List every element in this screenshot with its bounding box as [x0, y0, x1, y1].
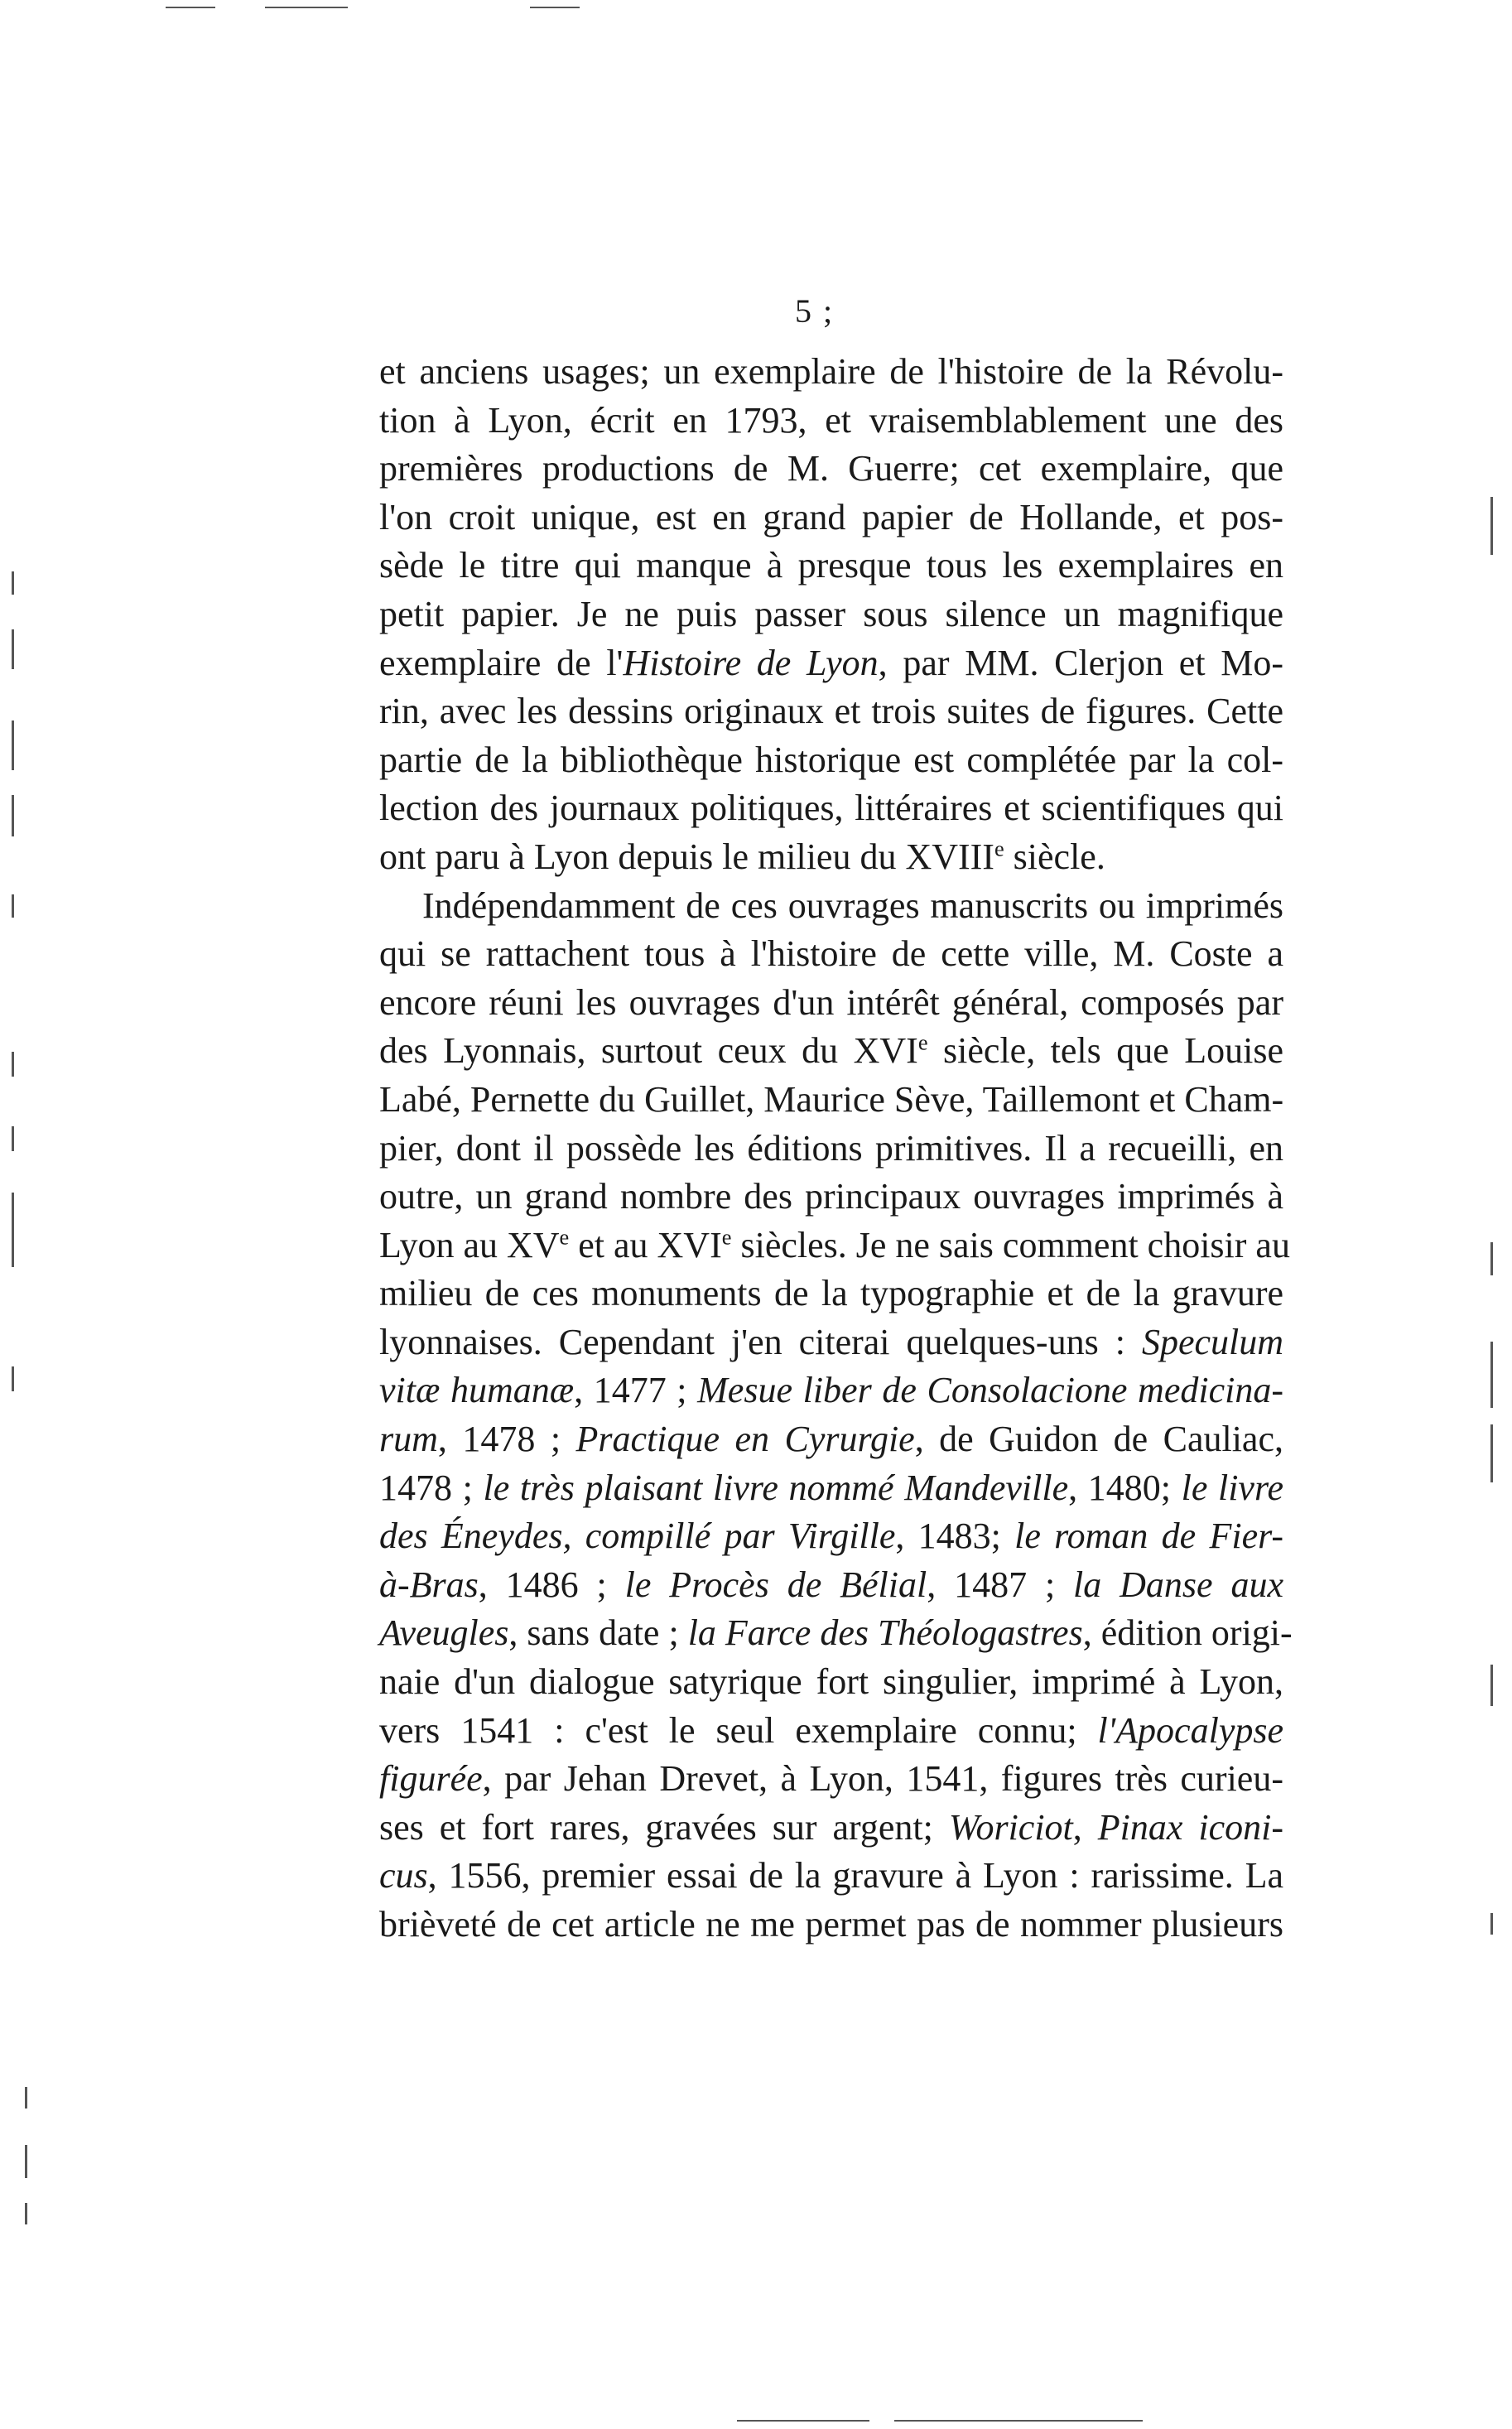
text-segment: siècle.: [1004, 836, 1105, 877]
text-line: [379, 590, 1283, 639]
text-segment: rin, avec les dessins originaux et trois suites de figures. Cette: [379, 691, 1283, 732]
text-line: [379, 397, 1283, 446]
italic-text: Aveugles: [379, 1612, 509, 1654]
text-segment: partie de la bibliothèque historique est complétée par la col-: [379, 739, 1283, 780]
text-segment: des Lyonnais, surtout ceux du XVI: [379, 1030, 918, 1072]
italic-text: Woriciot: [948, 1806, 1073, 1848]
body-text: [379, 348, 1293, 1949]
text-line: [379, 736, 1283, 785]
italic-text: Histoire de Lyon: [623, 642, 879, 683]
text-segment: premières productions de M. Guerre; cet exemplaire, que: [379, 448, 1283, 489]
text-segment: siècle, tels que Louise: [927, 1030, 1284, 1072]
text-line: [379, 930, 1283, 979]
text-line: [379, 1512, 1283, 1561]
text-segment: 1478 ;: [379, 1467, 484, 1508]
superscript: e: [994, 836, 1004, 861]
text-segment: , par Jehan Drevet, à Lyon, 1541, figures très curieu-: [482, 1758, 1283, 1800]
text-line: [379, 639, 1283, 688]
text-segment: , 1483;: [895, 1516, 1015, 1557]
text-line: [379, 1027, 1283, 1076]
text-segment: , 1486 ;: [478, 1564, 625, 1605]
text-segment: sède le titre qui manque à presque tous les exemplaires en: [379, 545, 1283, 586]
italic-text: la Farce des Théologastres: [687, 1612, 1083, 1654]
text-line: [379, 1076, 1283, 1125]
text-line: [379, 348, 1283, 397]
text-segment: pier, dont il possède les éditions primitives. Il a recueilli, en: [379, 1127, 1283, 1169]
text-segment: brièveté de cet article ne me permet pas de nommer plusieurs: [379, 1904, 1283, 1945]
italic-text: Mesue liber de Consolacione medicina-: [697, 1370, 1283, 1411]
superscript: e: [917, 1029, 928, 1055]
text-segment: , édition origi-: [1082, 1612, 1293, 1654]
text-line: [379, 1852, 1283, 1901]
text-line: [379, 882, 1283, 931]
text-segment: , 1477 ;: [574, 1370, 698, 1411]
superscript: e: [559, 1224, 570, 1250]
superscript: e: [721, 1224, 732, 1250]
text-line: [379, 979, 1283, 1028]
text-segment: , de Guidon de Cauliac,: [914, 1419, 1283, 1460]
text-segment: exemplaire de l': [379, 642, 624, 683]
italic-text: rum: [379, 1419, 438, 1460]
text-line: [379, 1222, 1290, 1270]
text-segment: ses et fort rares, gravées sur argent;: [379, 1806, 949, 1848]
text-segment: outre, un grand nombre des principaux ouvrages imprimés à: [379, 1176, 1283, 1217]
text-segment: , par MM. Clerjon et Mo-: [878, 642, 1284, 683]
italic-text: cus: [379, 1855, 428, 1896]
text-segment: Lyon au XV: [379, 1224, 560, 1265]
text-segment: lection des journaux politiques, littéraires et scientifiques qui: [379, 788, 1283, 829]
text-line: [379, 1561, 1283, 1610]
text-segment: vers 1541 : c'est le seul exemplaire connu;: [379, 1709, 1098, 1751]
text-segment: lyonnaises. Cependant j'en citerai quelques-uns :: [379, 1321, 1142, 1362]
text-segment: encore réuni les ouvrages d'un intérêt général, composés par: [379, 981, 1283, 1023]
text-line: [379, 1609, 1293, 1658]
text-line: [379, 833, 1283, 882]
text-line: [379, 1804, 1283, 1853]
text-segment: naie d'un dialogue satyrique fort singulier, imprimé à Lyon,: [379, 1661, 1283, 1703]
text-line: [379, 494, 1283, 542]
text-segment: , 1487 ;: [927, 1564, 1074, 1605]
text-segment: tion à Lyon, écrit en 1793, et vraisemblablement une des: [379, 399, 1283, 441]
text-line: [379, 1125, 1283, 1174]
text-line: [379, 1270, 1283, 1318]
italic-text: le livre: [1181, 1467, 1283, 1508]
italic-text: des Éneydes, compillé par Virgille: [379, 1516, 896, 1557]
text-segment: l'on croit unique, est en grand papier de Hollande, et pos-: [379, 496, 1283, 537]
text-segment: qui se rattachent tous à l'histoire de cette ville, M. Coste a: [379, 933, 1283, 975]
italic-text: l'Apocalypse: [1097, 1709, 1283, 1751]
text-segment: milieu de ces monuments de la typographie et de la gravure: [379, 1273, 1283, 1314]
italic-text: vitæ humanæ: [379, 1370, 575, 1411]
italic-text: Practique en Cyrurgie: [575, 1419, 915, 1460]
text-line: [379, 1366, 1283, 1415]
italic-text: le roman de Fier-: [1014, 1516, 1283, 1557]
text-line: [379, 784, 1283, 833]
text-segment: petit papier. Je ne puis passer sous silence un magnifique: [379, 593, 1283, 634]
text-segment: siècles. Je ne sais comment choisir au: [731, 1224, 1290, 1265]
text-segment: , 1480;: [1068, 1467, 1182, 1508]
text-segment: Labé, Pernette du Guillet, Maurice Sève, Taillemont et Cham-: [379, 1078, 1284, 1120]
text-segment: ,: [1072, 1806, 1098, 1848]
text-segment: ont paru à Lyon depuis le milieu du XVIII: [379, 836, 994, 877]
text-segment: et anciens usages; un exemplaire de l'histoire de la Révolu-: [379, 351, 1283, 392]
text-line: [379, 1755, 1283, 1804]
italic-text: la Danse aux: [1073, 1564, 1283, 1605]
text-line: [379, 1901, 1283, 1949]
text-segment: et au XVI: [569, 1224, 722, 1265]
text-segment: , 1478 ;: [437, 1419, 576, 1460]
text-line: [379, 1318, 1283, 1367]
text-segment: Indépendamment de ces ouvrages manuscrits ou imprimés: [422, 884, 1283, 926]
text-line: [379, 1173, 1283, 1222]
italic-text: à-Bras: [379, 1564, 479, 1605]
text-line: [379, 1658, 1283, 1707]
italic-text: Pinax iconi-: [1097, 1806, 1283, 1848]
italic-text: le très plaisant livre nommé Mandeville: [483, 1467, 1069, 1508]
text-segment: , 1556, premier essai de la gravure à Lyon : rarissime. La: [427, 1855, 1283, 1896]
page-number: 5 ;: [795, 292, 835, 330]
text-segment: , sans date ;: [508, 1612, 688, 1654]
italic-text: le Procès de Bélial: [624, 1564, 927, 1605]
text-line: [379, 687, 1283, 736]
text-line: [379, 1415, 1283, 1464]
text-line: [379, 542, 1283, 590]
text-line: [379, 1707, 1283, 1756]
text-line: [379, 445, 1283, 494]
italic-text: figurée: [379, 1758, 483, 1800]
text-line: [379, 1464, 1283, 1513]
italic-text: Speculum: [1141, 1321, 1283, 1362]
